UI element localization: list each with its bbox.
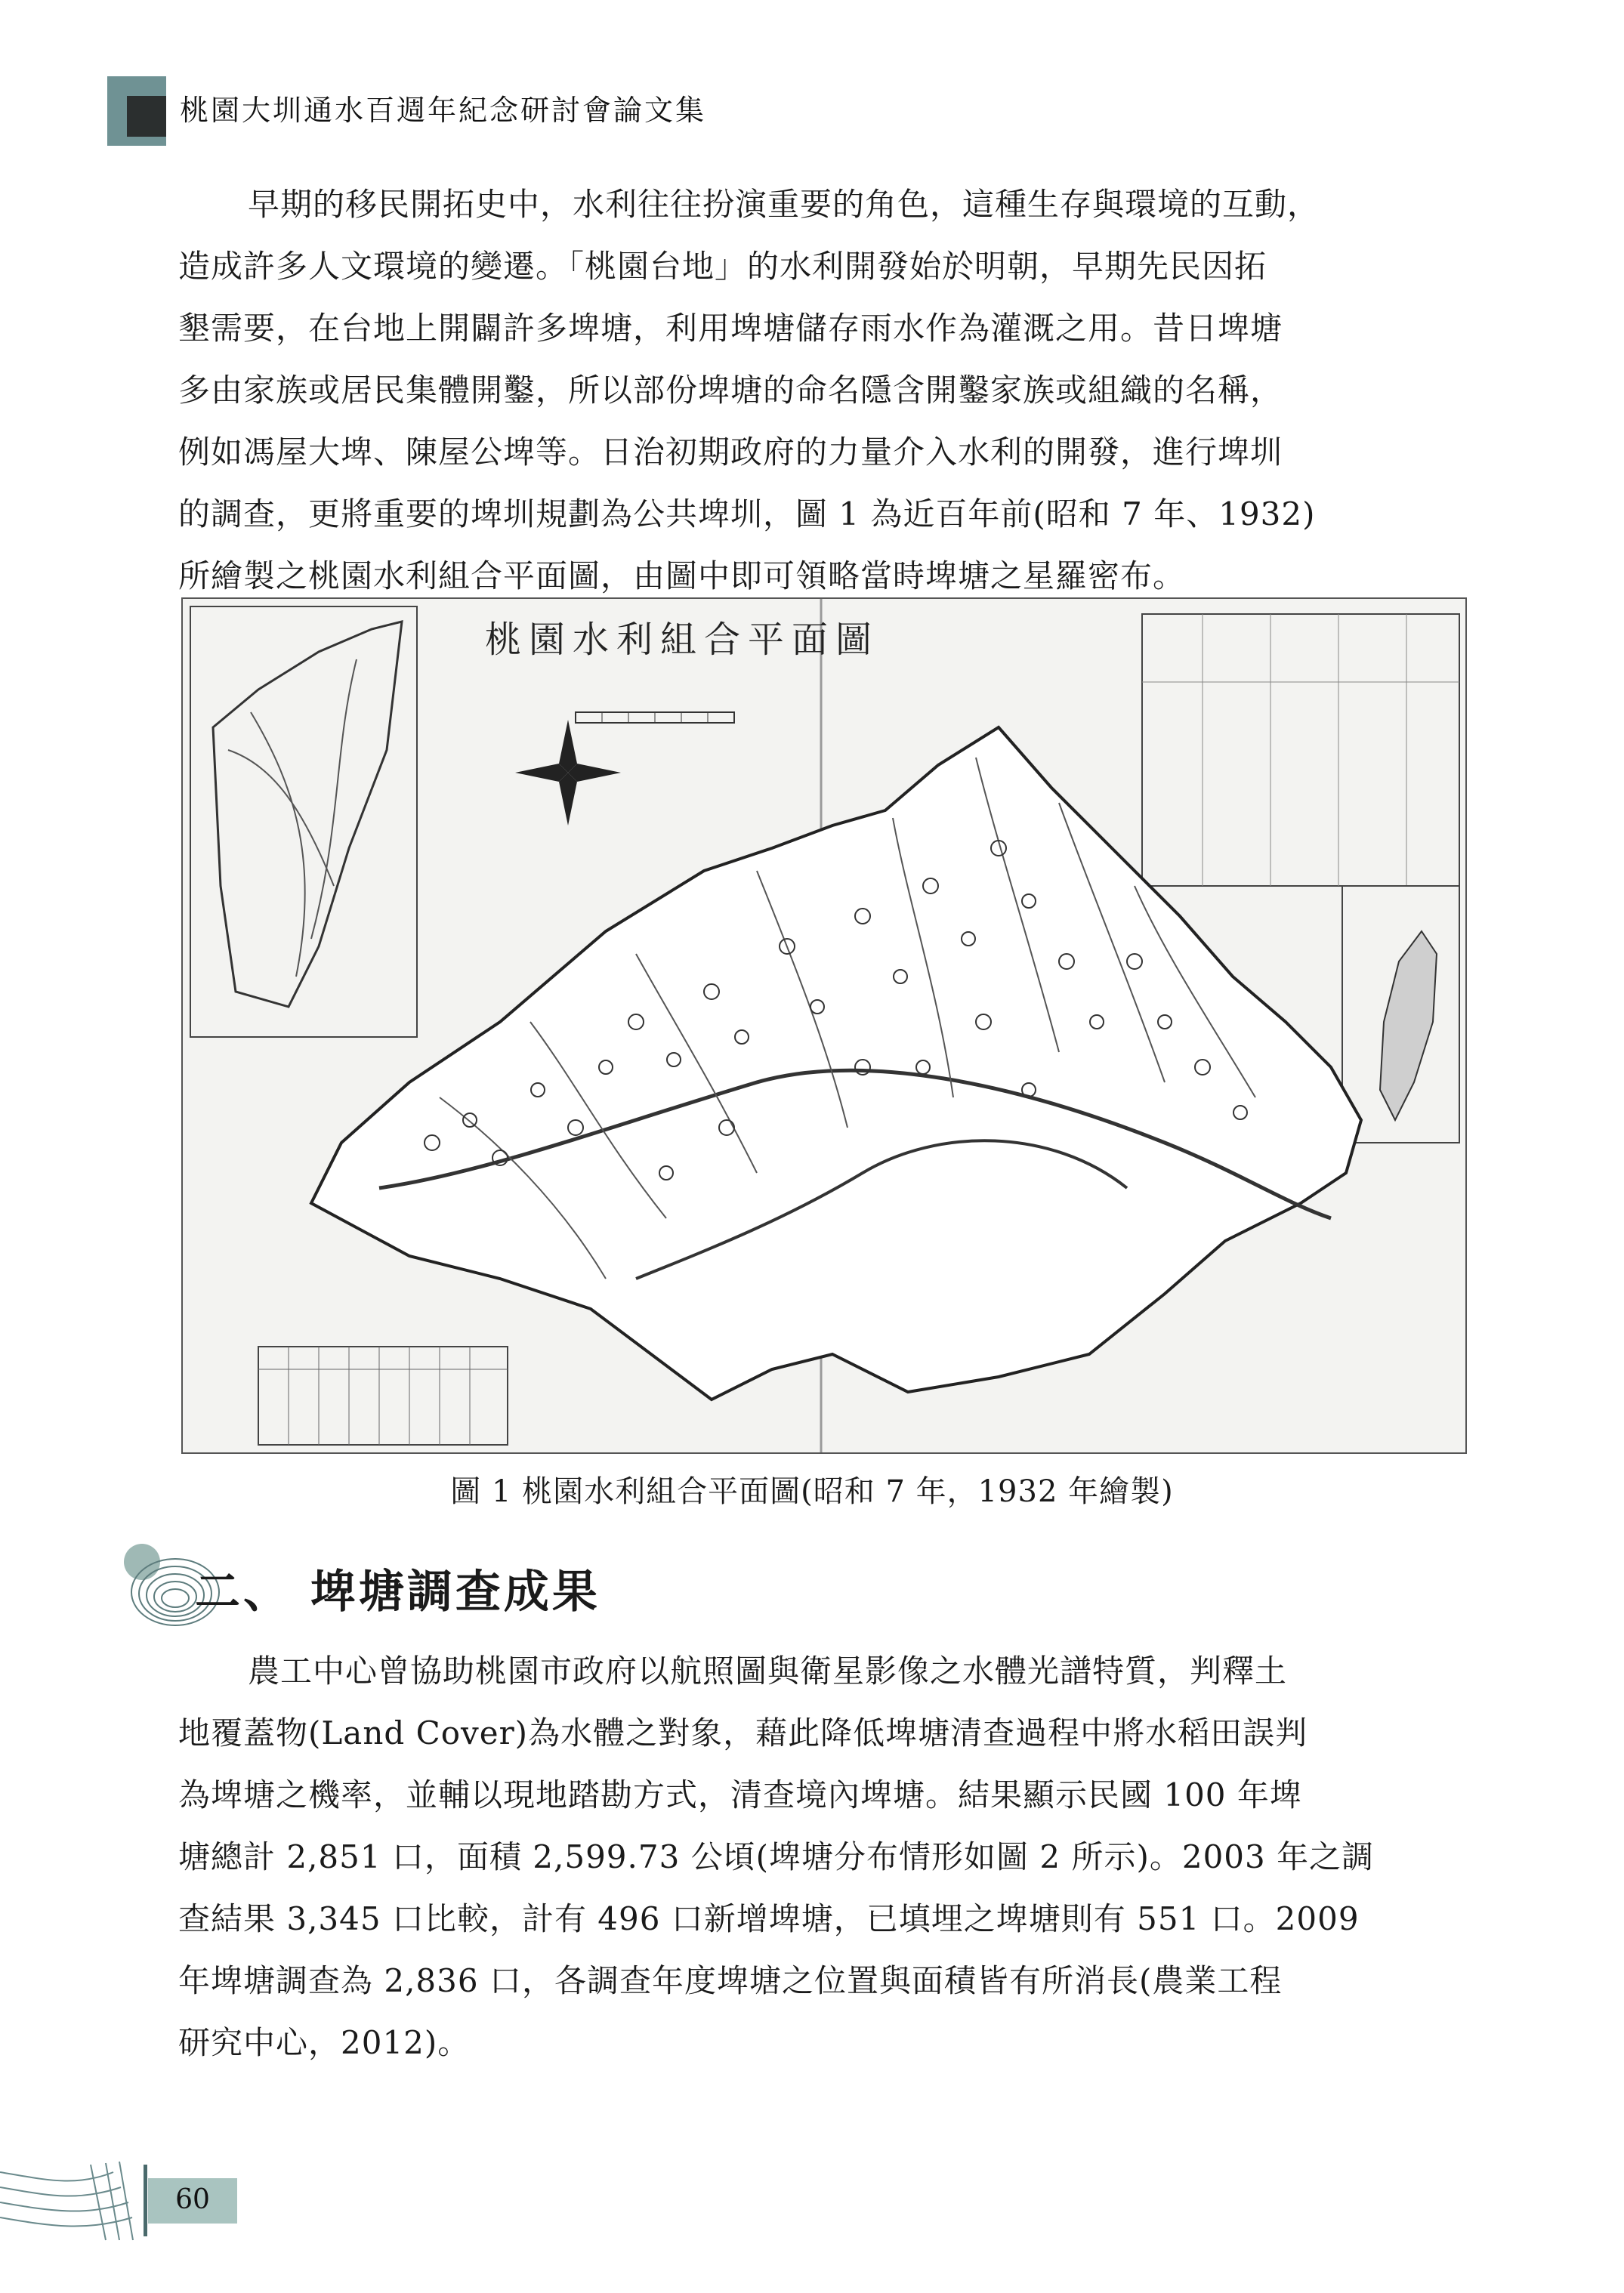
- paragraph-line: 造成許多人文環境的變遷。「桃園台地」的水利開發始於明朝，早期先民因拓: [178, 248, 1267, 285]
- map-title: 桃園水利組合平面圖: [485, 619, 880, 661]
- section-title: 二、 埤塘調查成果: [195, 1566, 601, 1619]
- running-header: [107, 72, 1542, 155]
- header-decor-square-inner: [127, 96, 166, 137]
- paragraph-line: 塘總計 2,851 口，面積 2,599.73 公頃(埤塘分布情形如圖 2 所示)。2003 年之調: [178, 1838, 1375, 1875]
- contour-lines-decor-icon: [0, 2157, 144, 2248]
- paragraph-line: 查結果 3,345 口比較，計有 496 口新增埤塘，已填埋之埤塘則有 551 口。2009: [178, 1900, 1360, 1937]
- page-number-box: [148, 2178, 237, 2224]
- intro-paragraph: [178, 174, 1455, 607]
- paragraph-line: 為埤塘之機率，並輔以現地踏勘方式，清查境內埤塘。結果顯示民國 100 年埤: [178, 1776, 1302, 1813]
- historical-map-figure: [181, 597, 1467, 1454]
- map-image: [183, 599, 1465, 1452]
- paragraph-line: 早期的移民開拓史中，水利往往扮演重要的角色，這種生存與環境的互動，: [248, 186, 1320, 223]
- page-number: 60: [175, 2184, 210, 2215]
- paragraph-line: 的調查，更將重要的埤圳規劃為公共埤圳，圖 1 為近百年前(昭和 7 年、1932): [178, 495, 1316, 532]
- paragraph-line: 墾需要，在台地上開闢許多埤塘，利用埤塘儲存雨水作為灌溉之用。昔日埤塘: [178, 310, 1283, 347]
- paragraph-line: 例如馮屋大埤、陳屋公埤等。日治初期政府的力量介入水利的開發，進行埤圳: [178, 434, 1283, 471]
- paragraph-line: 地覆蓋物(Land Cover)為水體之對象，藉此降低埤塘清查過程中將水稻田誤判: [178, 1714, 1308, 1751]
- paragraph-line: 所繪製之桃園水利組合平面圖，由圖中即可領略當時埤塘之星羅密布。: [178, 557, 1186, 594]
- paragraph-line: 農工中心曾協助桃園市政府以航照圖與衛星影像之水體光譜特質，判釋土: [248, 1653, 1288, 1690]
- paragraph-line: 多由家族或居民集體開鑿，所以部份埤塘的命名隱含開鑿家族或組織的名稱，: [178, 372, 1283, 409]
- paragraph-line: 年埤塘調查為 2,836 口，各調查年度埤塘之位置與面積皆有所消長(農業工程: [178, 1962, 1283, 1999]
- section-heading: [121, 1533, 801, 1639]
- footer-divider: [144, 2165, 147, 2236]
- page-footer: [0, 2157, 249, 2255]
- paragraph-line: 研究中心，2012)。: [178, 2024, 471, 2061]
- header-title: 桃園大圳通水百週年紀念研討會論文集: [180, 94, 707, 127]
- figure-caption: 圖 1 桃園水利組合平面圖(昭和 7 年，1932 年繪製): [450, 1474, 1174, 1509]
- results-paragraph: [178, 1640, 1455, 2074]
